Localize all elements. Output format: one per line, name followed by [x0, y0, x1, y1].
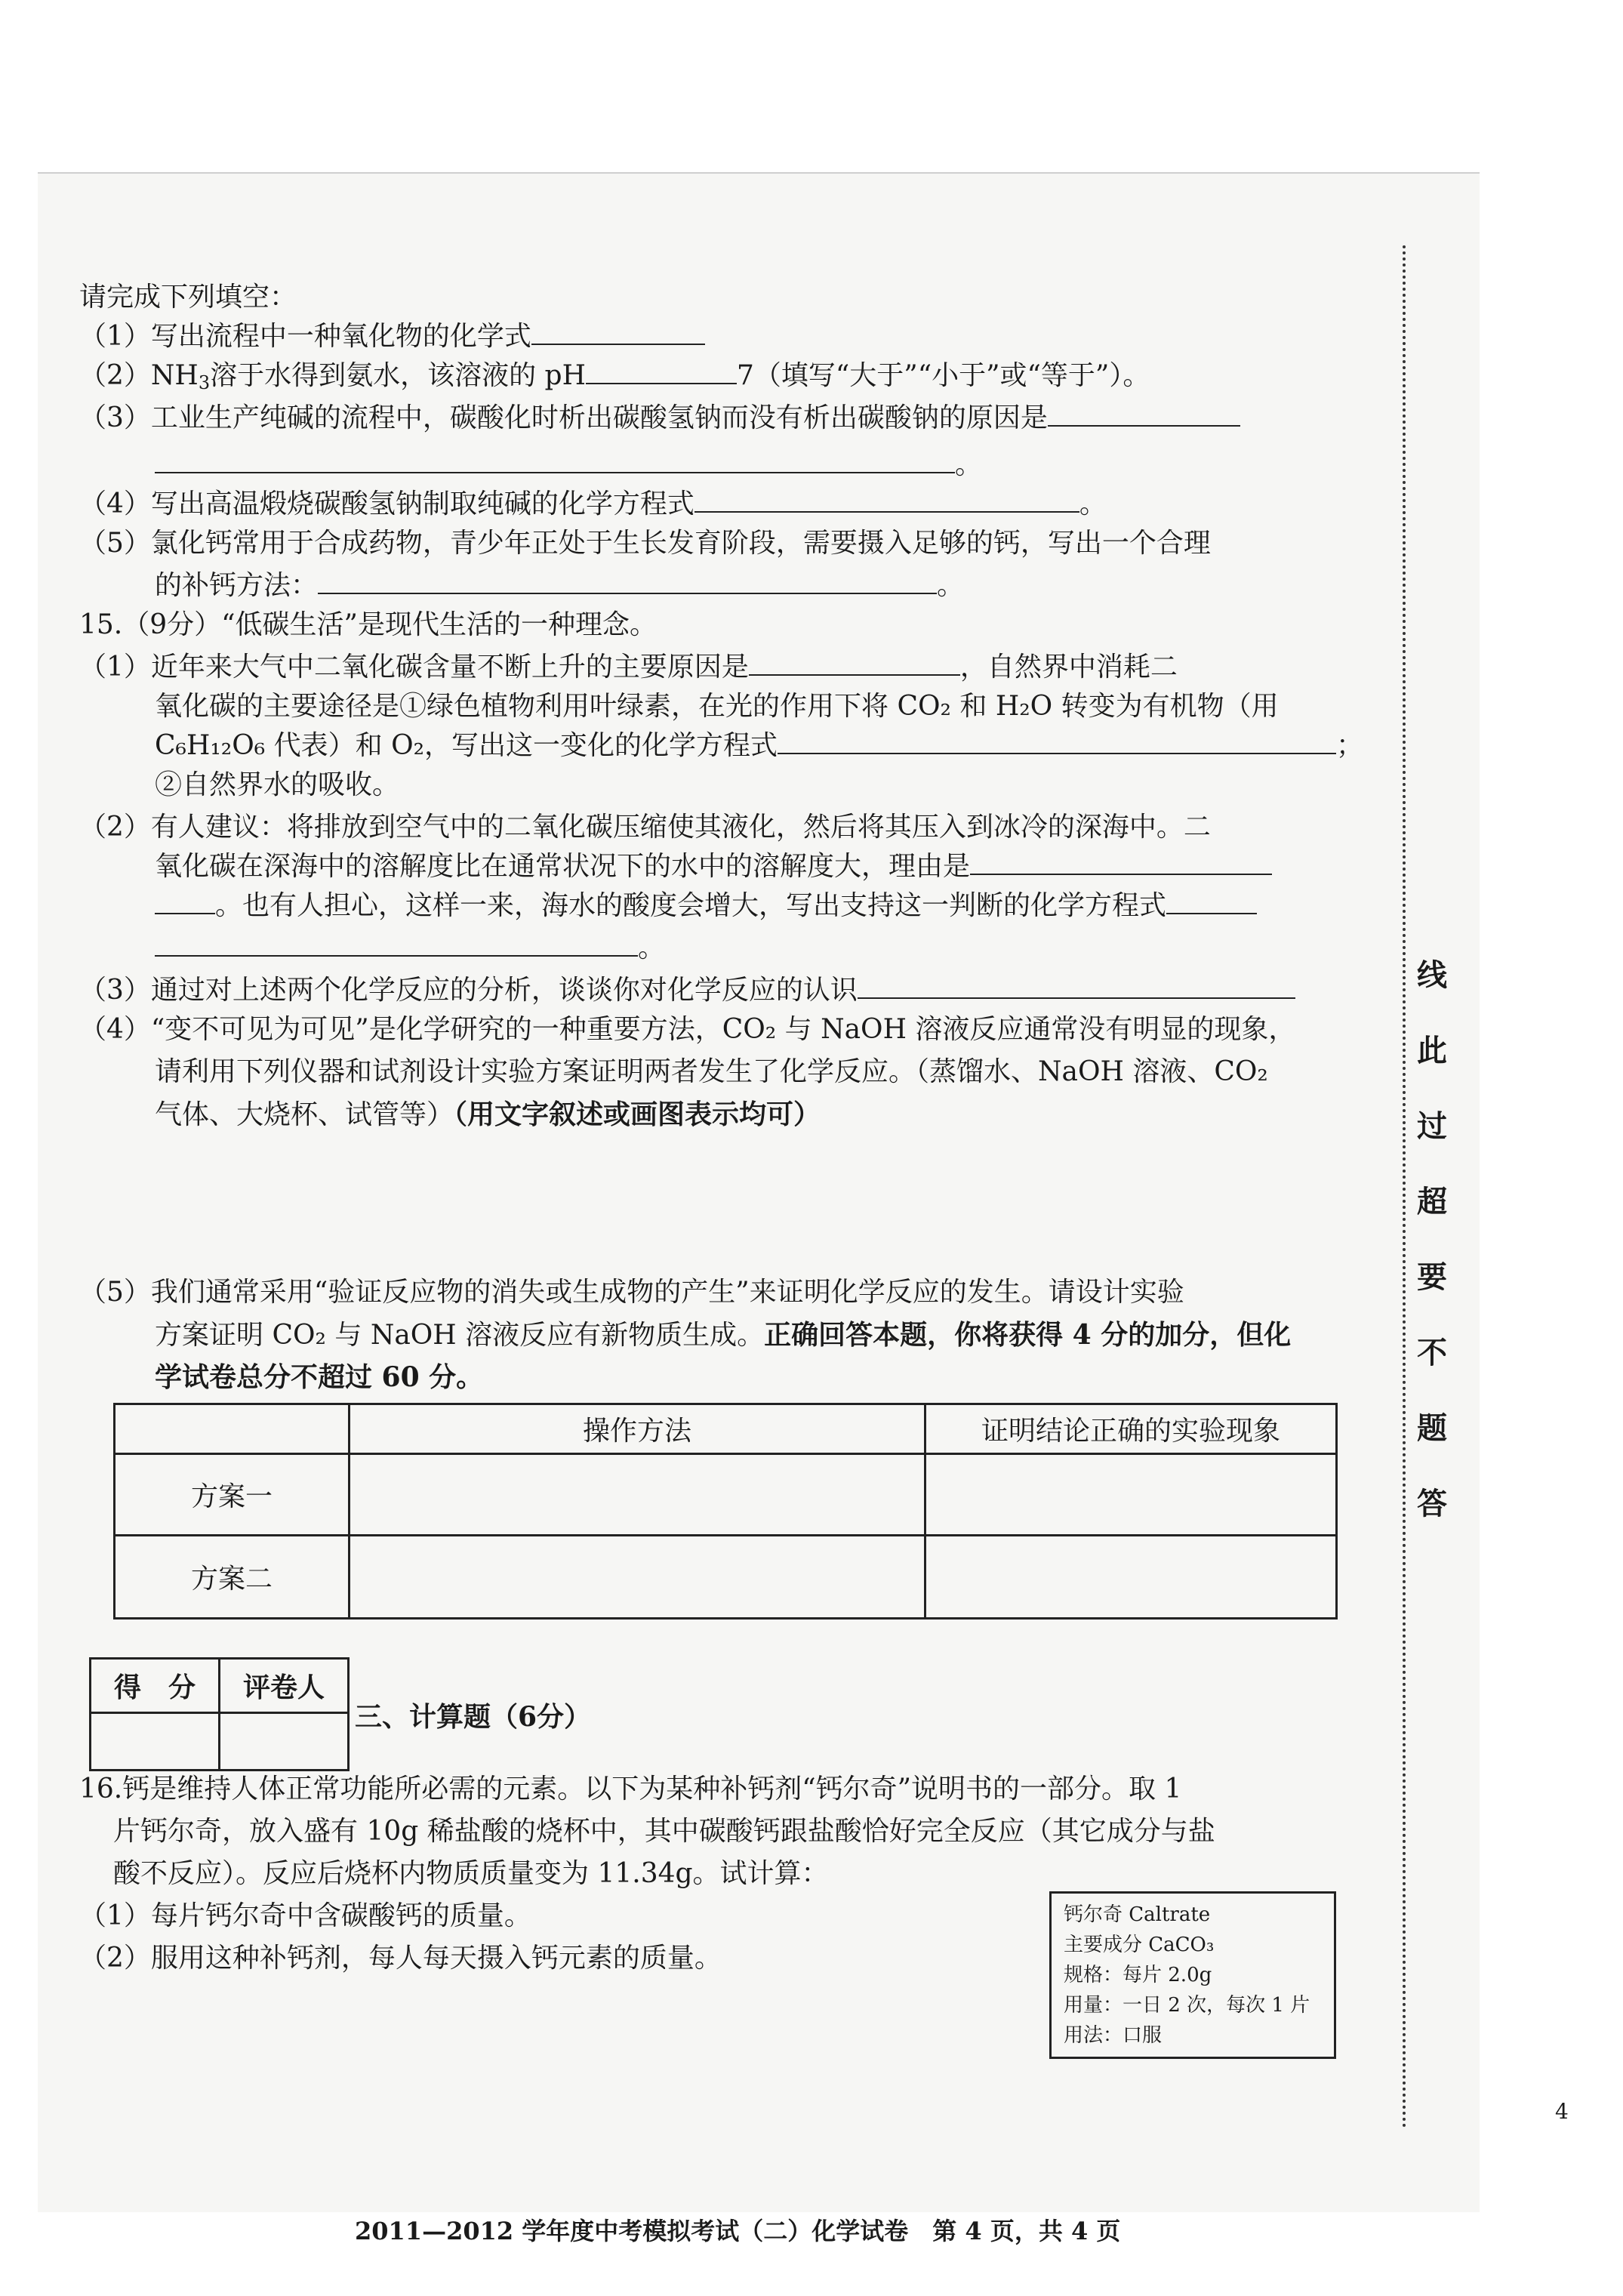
- q15-part5-line3: 学试卷总分不超过 60 分。: [155, 1361, 484, 1393]
- q15-title: 15.（9分）“低碳生活”是现代生活的一种理念。: [79, 609, 657, 640]
- q15-part5-line2: 方案证明 CO₂ 与 NaOH 溶液反应有新物质生成。正确回答本题，你将获得 4 分的加分，但化: [155, 1319, 1292, 1351]
- q15-part5: （5）我们通常采用“验证反应物的消失或生成物的产生”来证明化学反应的发生。请设计实验: [79, 1277, 1184, 1308]
- answer-cell[interactable]: [925, 1454, 1337, 1536]
- table-header-cell: 操作方法: [350, 1404, 925, 1454]
- intro-text: 请完成下列填空：: [79, 282, 297, 313]
- q15-part2-line4: 。: [155, 930, 665, 966]
- binding-char: 过: [1417, 1108, 1447, 1144]
- q14-part5: （5）氯化钙常用于合成药物，青少年正处于生长发育阶段，需要摄入足够的钙，写出一个合理: [79, 528, 1211, 559]
- q15-part4: （4）“变不可见为可见”是化学研究的一种重要方法，CO₂ 与 NaOH 溶液反应通常没有明显的现象，: [79, 1014, 1296, 1045]
- answer-blank[interactable]: [318, 570, 937, 594]
- caltrate-label-box: [1049, 1891, 1336, 2059]
- q15-part4-line3: 气体、大烧杯、试管等）（用文字叙述或画图表示均可）: [155, 1099, 821, 1130]
- product-name: 钙尔奇 Caltrate: [1064, 1903, 1211, 1926]
- spec: 规格：每片 2.0g: [1064, 1964, 1212, 1986]
- q16-line3: 酸不反应）。反应后烧杯内物质质量变为 11.34g。试计算：: [113, 1858, 829, 1889]
- answer-blank[interactable]: [970, 851, 1272, 875]
- q14-part3-cont: 。: [155, 447, 982, 483]
- binding-line: [1403, 245, 1406, 2129]
- answer-blank[interactable]: [778, 730, 1336, 754]
- experiment-table: [113, 1403, 1338, 1620]
- q14-part4: （4）写出高温煅烧碳酸氢钠制取纯碱的化学方程式 。: [79, 488, 1107, 519]
- binding-char: 不: [1417, 1335, 1447, 1370]
- q15-part3: （3）通过对上述两个化学反应的分析，谈谈你对化学反应的认识: [79, 972, 1295, 1009]
- answer-blank[interactable]: [1166, 890, 1257, 914]
- q15-part2: （2）有人建议：将排放到空气中的二氧化碳压缩使其液化，然后将其压入到冰冷的深海中。二: [79, 812, 1211, 843]
- answer-blank[interactable]: [1048, 402, 1240, 427]
- grader-label: 评卷人: [220, 1659, 349, 1713]
- answer-blank[interactable]: [586, 360, 737, 384]
- table-header-row: [115, 1404, 1337, 1454]
- q15-part2-line3: 。也有人担心，这样一来，海水的酸度会增大，写出支持这一判断的化学方程式: [155, 888, 1257, 924]
- answer-blank[interactable]: [155, 449, 955, 473]
- page-footer: 2011—2012 学年度中考模拟考试（二）化学试卷 第 4 页，共 4 页: [355, 2217, 1121, 2245]
- answer-cell[interactable]: [925, 1536, 1337, 1619]
- q15-part1-line3: C₆H₁₂O₆ 代表）和 O₂，写出这一变化的化学方程式 ；: [155, 730, 1364, 761]
- q15-part4-line2: 请利用下列仪器和试剂设计实验方案证明两者发生了化学反应。（蒸馏水、NaOH 溶液、CO₂: [155, 1056, 1268, 1087]
- table-row: [115, 1536, 1337, 1619]
- binding-char: 题: [1417, 1410, 1447, 1446]
- q15-part1-line2: 氧化碳的主要途径是①绿色植物利用叶绿素，在光的作用下将 CO₂ 和 H₂O 转变为有机物（用: [155, 691, 1279, 722]
- page-number: 4: [1555, 2099, 1569, 2124]
- q16-part2: （2）服用这种补钙剂，每人每天摄入钙元素的质量。: [79, 1943, 722, 1974]
- dosage: 用量：一日 2 次，每次 1 片: [1064, 1994, 1310, 2017]
- answer-blank[interactable]: [749, 652, 960, 676]
- table-header-cell: 证明结论正确的实验现象: [925, 1404, 1337, 1454]
- main-ingredient: 主要成分 CaCO₃: [1064, 1934, 1215, 1956]
- q15-part1-line4: ②自然界水的吸收。: [155, 769, 400, 800]
- binding-char: 答: [1417, 1486, 1447, 1521]
- answer-blank[interactable]: [155, 890, 215, 914]
- q16-line1: 16.钙是维持人体正常功能所必需的元素。以下为某种补钙剂“钙尔奇”说明书的一部分。取 1: [79, 1774, 1182, 1804]
- table-row: [115, 1454, 1337, 1536]
- answer-cell[interactable]: [350, 1536, 925, 1619]
- grader-field[interactable]: [220, 1713, 349, 1771]
- answer-blank[interactable]: [155, 932, 638, 957]
- q15-part1: （1）近年来大气中二氧化碳含量不断上升的主要原因是 ，自然界中消耗二: [79, 652, 1178, 683]
- q16-line2: 片钙尔奇，放入盛有 10g 稀盐酸的烧杯中，其中碳酸钙跟盐酸恰好完全反应（其它成分与盐: [113, 1816, 1215, 1847]
- q14-part2: $(2)NH_3$溶于水得到氨水，该溶液的 pH 7（填写“大于”“小于”或“等于”）。: [79, 360, 1150, 393]
- binding-char: 此: [1417, 1033, 1447, 1068]
- binding-char: 超: [1417, 1184, 1447, 1219]
- q16-part1: （1）每片钙尔奇中含碳酸钙的质量。: [79, 1900, 531, 1931]
- usage: 用法：口服: [1064, 2024, 1163, 2047]
- section-heading: 三、计算题（6分）: [355, 1701, 592, 1733]
- q14-part5-cont: 的补钙方法： 。: [155, 570, 965, 601]
- score-field[interactable]: [91, 1713, 220, 1771]
- answer-cell[interactable]: [350, 1454, 925, 1536]
- score-label: 得 分: [91, 1659, 220, 1713]
- binding-char: 要: [1417, 1259, 1447, 1295]
- table-header-cell: [115, 1404, 350, 1454]
- scan-edge: [38, 172, 1480, 174]
- row-label: 方案一: [115, 1454, 350, 1536]
- q14-part1: （1）写出流程中一种氧化物的化学式: [79, 319, 705, 355]
- q15-part2-line2: 氧化碳在深海中的溶解度比在通常状况下的水中的溶解度大，理由是: [155, 849, 1272, 885]
- answer-blank[interactable]: [858, 975, 1295, 999]
- row-label: 方案二: [115, 1536, 350, 1619]
- q14-part3: （3）工业生产纯碱的流程中，碳酸化时析出碳酸氢钠而没有析出碳酸钠的原因是: [79, 400, 1240, 436]
- score-box: [89, 1657, 350, 1771]
- answer-blank[interactable]: [694, 488, 1079, 513]
- answer-blank[interactable]: [531, 321, 705, 345]
- binding-char: 线: [1417, 957, 1447, 993]
